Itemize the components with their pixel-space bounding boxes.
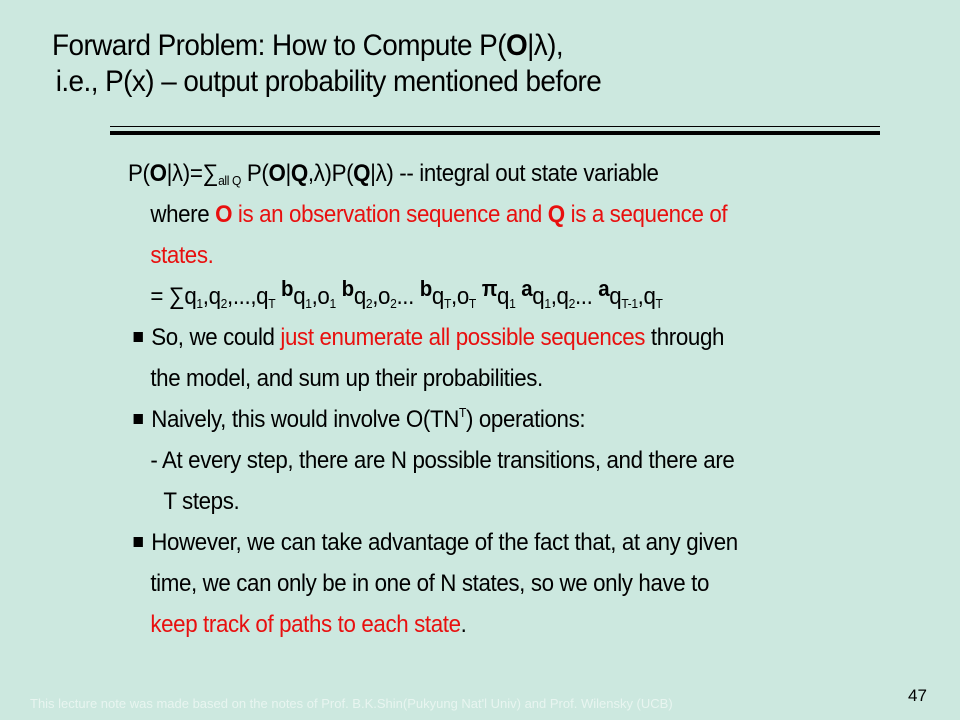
title-rule-thin [110, 126, 880, 127]
bullet-continuation: the model, and sum up their probabilities. [150, 365, 543, 392]
footer-credit: This lecture note was made based on the notes of Prof. B.K.Shin(Pukyung Nat'l Univ) and Prof. Wilensky (UCB) [30, 696, 673, 711]
square-bullet-icon [134, 414, 143, 424]
slide-body [128, 153, 872, 645]
square-bullet-icon [134, 332, 143, 342]
title-line-1: Forward Problem: How to Compute P(O|λ), [52, 29, 564, 62]
bullet-continuation: time, we can only be in one of N states, so we only have to [150, 570, 710, 597]
where-line: where O is an observation sequence and Q is a sequence of [150, 201, 728, 228]
bullet-item-enumerate: So, we could just enumerate all possible sequences through [128, 317, 872, 358]
square-bullet-icon [134, 537, 143, 547]
states-line: states. [150, 242, 214, 269]
equation-line: $P(O|\lambda)=\sum_{all Q}$ P(O|Q,λ)P(Q|λ) -- integral out state variable [128, 160, 659, 188]
bullet-item-advantage: However, we can take advantage of the fact that, at any given [128, 522, 872, 563]
sub-item-transitions: - At every step, there are N possible transitions, and there are [150, 447, 735, 474]
expansion-equation: = $\sum q_1,q_2,...,q_T$ $bq_1,o_1$ $bq_2,o_2$... $bq_T,o_T$ $\pi q_1$ $aq_1,q_2$... $aq_{T-1},q_T$ [150, 276, 663, 311]
bullet-continuation: keep track of paths to each state. [150, 611, 467, 638]
sub-item-continuation: T steps. [163, 488, 240, 515]
page-number: 47 [908, 686, 927, 705]
title-line-2: i.e., P(x) – output probability mentioned before [55, 65, 602, 98]
title-rule-thick [110, 131, 880, 135]
bullet-item-naive: Naively, this would involve $O(TN^T)$ operations: [128, 399, 872, 440]
slide-title [52, 28, 601, 100]
